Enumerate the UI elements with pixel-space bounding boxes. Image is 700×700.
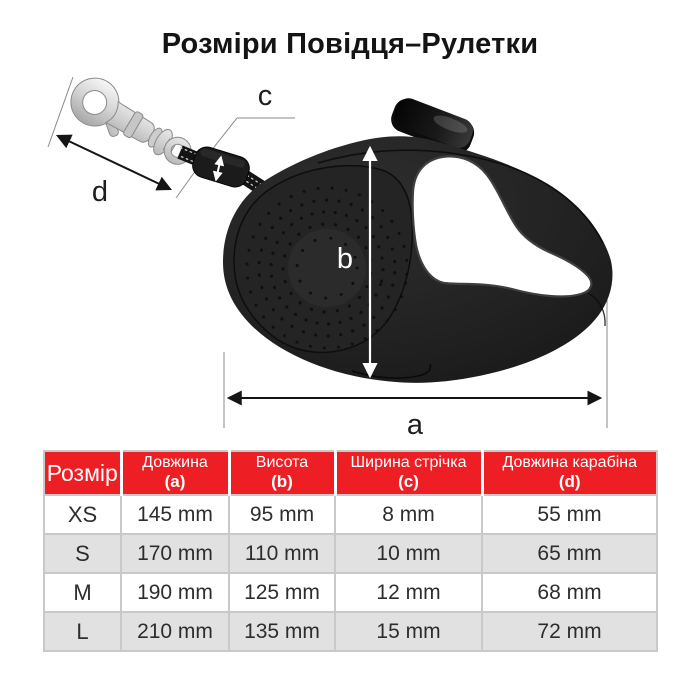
cell-height: 135 mm xyxy=(229,612,335,651)
leash-body xyxy=(223,136,612,383)
dimension-d-label: d xyxy=(91,176,109,208)
cell-carabiner-length: 68 mm xyxy=(482,573,657,612)
header-row xyxy=(44,451,657,495)
cell-ribbon-width: 15 mm xyxy=(335,612,482,651)
cell-height: 125 mm xyxy=(229,573,335,612)
face-inner-disc xyxy=(288,229,366,307)
cell-carabiner-length: 72 mm xyxy=(482,612,657,651)
size-table xyxy=(43,450,656,652)
col-header-ribbon-width: Ширина стрічка (c) xyxy=(335,451,482,495)
col-header-size-label: Розмір xyxy=(46,459,118,486)
col-header-size xyxy=(44,451,121,495)
cell-size: M xyxy=(44,573,121,612)
col-header-carabiner-length: Довжина карабіна (d) xyxy=(482,451,657,495)
col-header-height: Висота (b) xyxy=(229,451,335,495)
col-header-length: Довжина (a) xyxy=(121,451,229,495)
cell-length: 190 mm xyxy=(121,573,229,612)
tape-connector xyxy=(190,144,253,190)
dimension-b-label: b xyxy=(336,243,354,275)
table-row xyxy=(44,495,657,534)
cell-carabiner-length: 55 mm xyxy=(482,495,657,534)
table-row xyxy=(44,573,657,612)
cell-ribbon-width: 10 mm xyxy=(335,534,482,573)
cell-height: 95 mm xyxy=(229,495,335,534)
carabiner-illustration xyxy=(62,69,201,178)
cell-carabiner-length: 65 mm xyxy=(482,534,657,573)
cell-length: 170 mm xyxy=(121,534,229,573)
dimension-a-label: a xyxy=(406,409,424,441)
cell-length: 210 mm xyxy=(121,612,229,651)
cell-size: S xyxy=(44,534,121,573)
cell-ribbon-width: 12 mm xyxy=(335,573,482,612)
cell-ribbon-width: 8 mm xyxy=(335,495,482,534)
table-row xyxy=(44,612,657,651)
dimension-c-label: c xyxy=(257,80,273,112)
cell-length: 145 mm xyxy=(121,495,229,534)
table-row xyxy=(44,534,657,573)
size-table-grid xyxy=(43,450,658,652)
cell-size: L xyxy=(44,612,121,651)
cell-height: 110 mm xyxy=(229,534,335,573)
page-title: Розміри Повідця–Рулетки xyxy=(161,28,539,60)
cell-size: XS xyxy=(44,495,121,534)
